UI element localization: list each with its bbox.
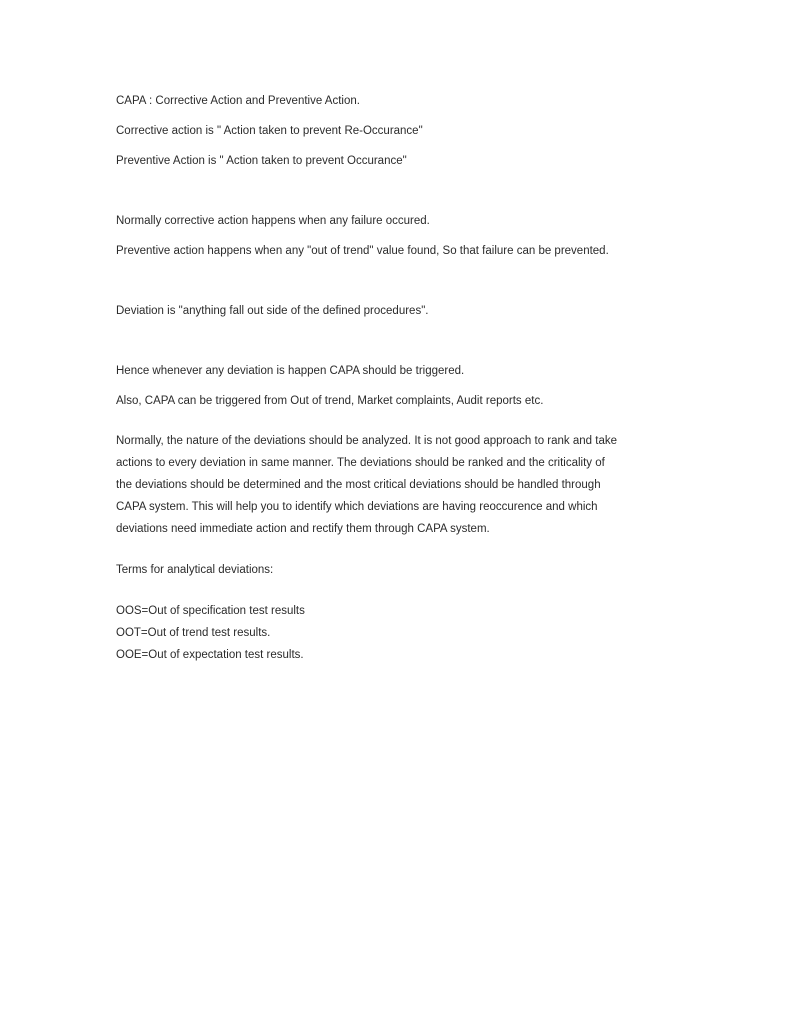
preventive-when: Preventive action happens when any "out of trend" value found, So that failure can be prevented. [116, 245, 609, 257]
deviation-definition: Deviation is "anything fall out side of the defined procedures". [116, 305, 429, 317]
term-ooe: OOE=Out of expectation test results. [116, 649, 304, 661]
analysis-line: the deviations should be determined and the most critical deviations should be handled through [116, 479, 601, 491]
corrective-action-definition: Corrective action is " Action taken to prevent Re-Occurance" [116, 125, 423, 137]
analysis-line: Normally, the nature of the deviations should be analyzed. It is not good approach to rank and take [116, 435, 617, 447]
capa-trigger-sources: Also, CAPA can be triggered from Out of trend, Market complaints, Audit reports etc. [116, 395, 544, 407]
analysis-line: deviations need immediate action and rectify them through CAPA system. [116, 523, 490, 535]
document-page [116, 94, 756, 666]
deviation-analysis-paragraph [116, 430, 756, 540]
terms-list [116, 600, 756, 666]
terms-heading: Terms for analytical deviations: [116, 564, 274, 576]
analysis-line: CAPA system. This will help you to identify which deviations are having reoccurence and which [116, 501, 598, 513]
capa-trigger-deviation: Hence whenever any deviation is happen CAPA should be triggered. [116, 365, 465, 377]
capa-definition: CAPA : Corrective Action and Preventive Action. [116, 95, 360, 107]
corrective-when: Normally corrective action happens when any failure occured. [116, 215, 430, 227]
preventive-action-definition: Preventive Action is " Action taken to prevent Occurance" [116, 155, 407, 167]
analysis-line: actions to every deviation in same manner. The deviations should be ranked and the criticality of [116, 457, 605, 469]
term-oot: OOT=Out of trend test results. [116, 627, 271, 639]
term-oos: OOS=Out of specification test results [116, 605, 305, 617]
